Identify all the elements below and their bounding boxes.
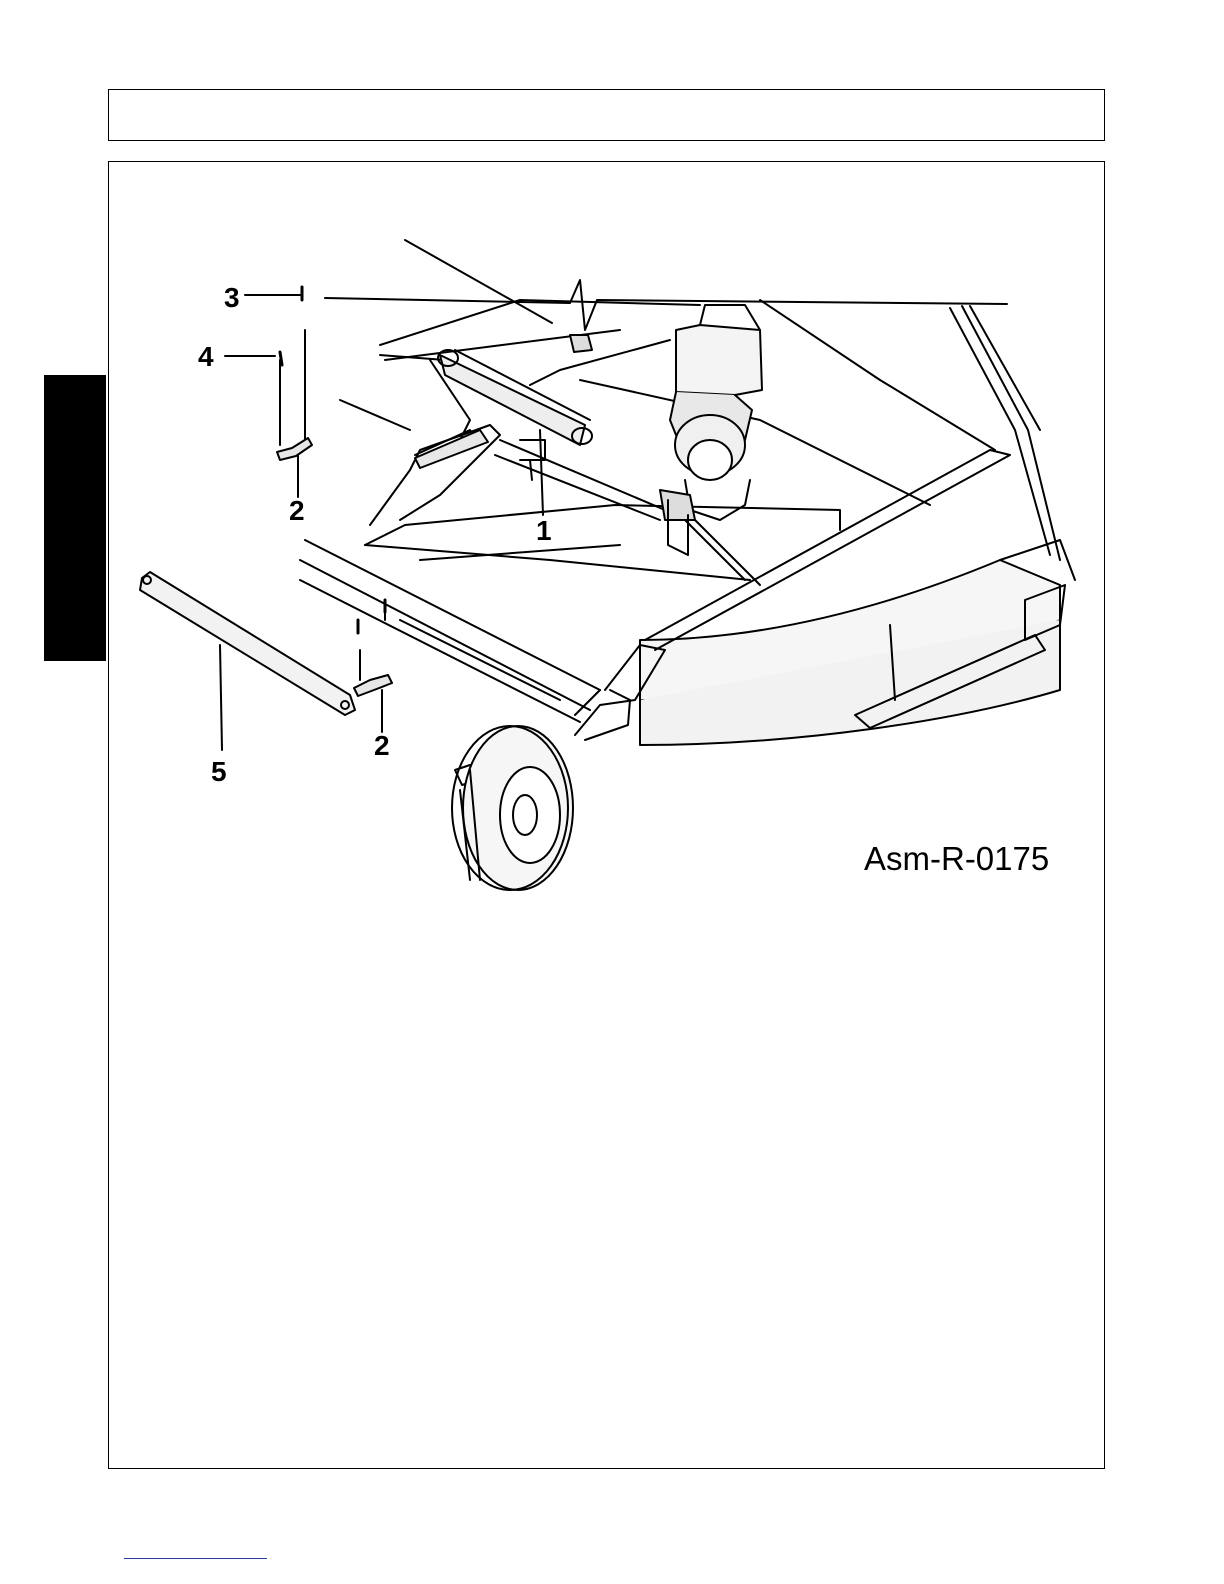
- callout-2-upper: 2: [289, 495, 305, 526]
- callout-1: 1: [536, 515, 552, 546]
- callout-2-lower: 2: [374, 730, 390, 761]
- footer-rule: [124, 1558, 267, 1559]
- callout-3: 3: [224, 282, 240, 313]
- callout-4: 4: [198, 341, 214, 372]
- callout-5: 5: [211, 756, 227, 787]
- figure-id: Asm-R-0175: [864, 840, 1050, 877]
